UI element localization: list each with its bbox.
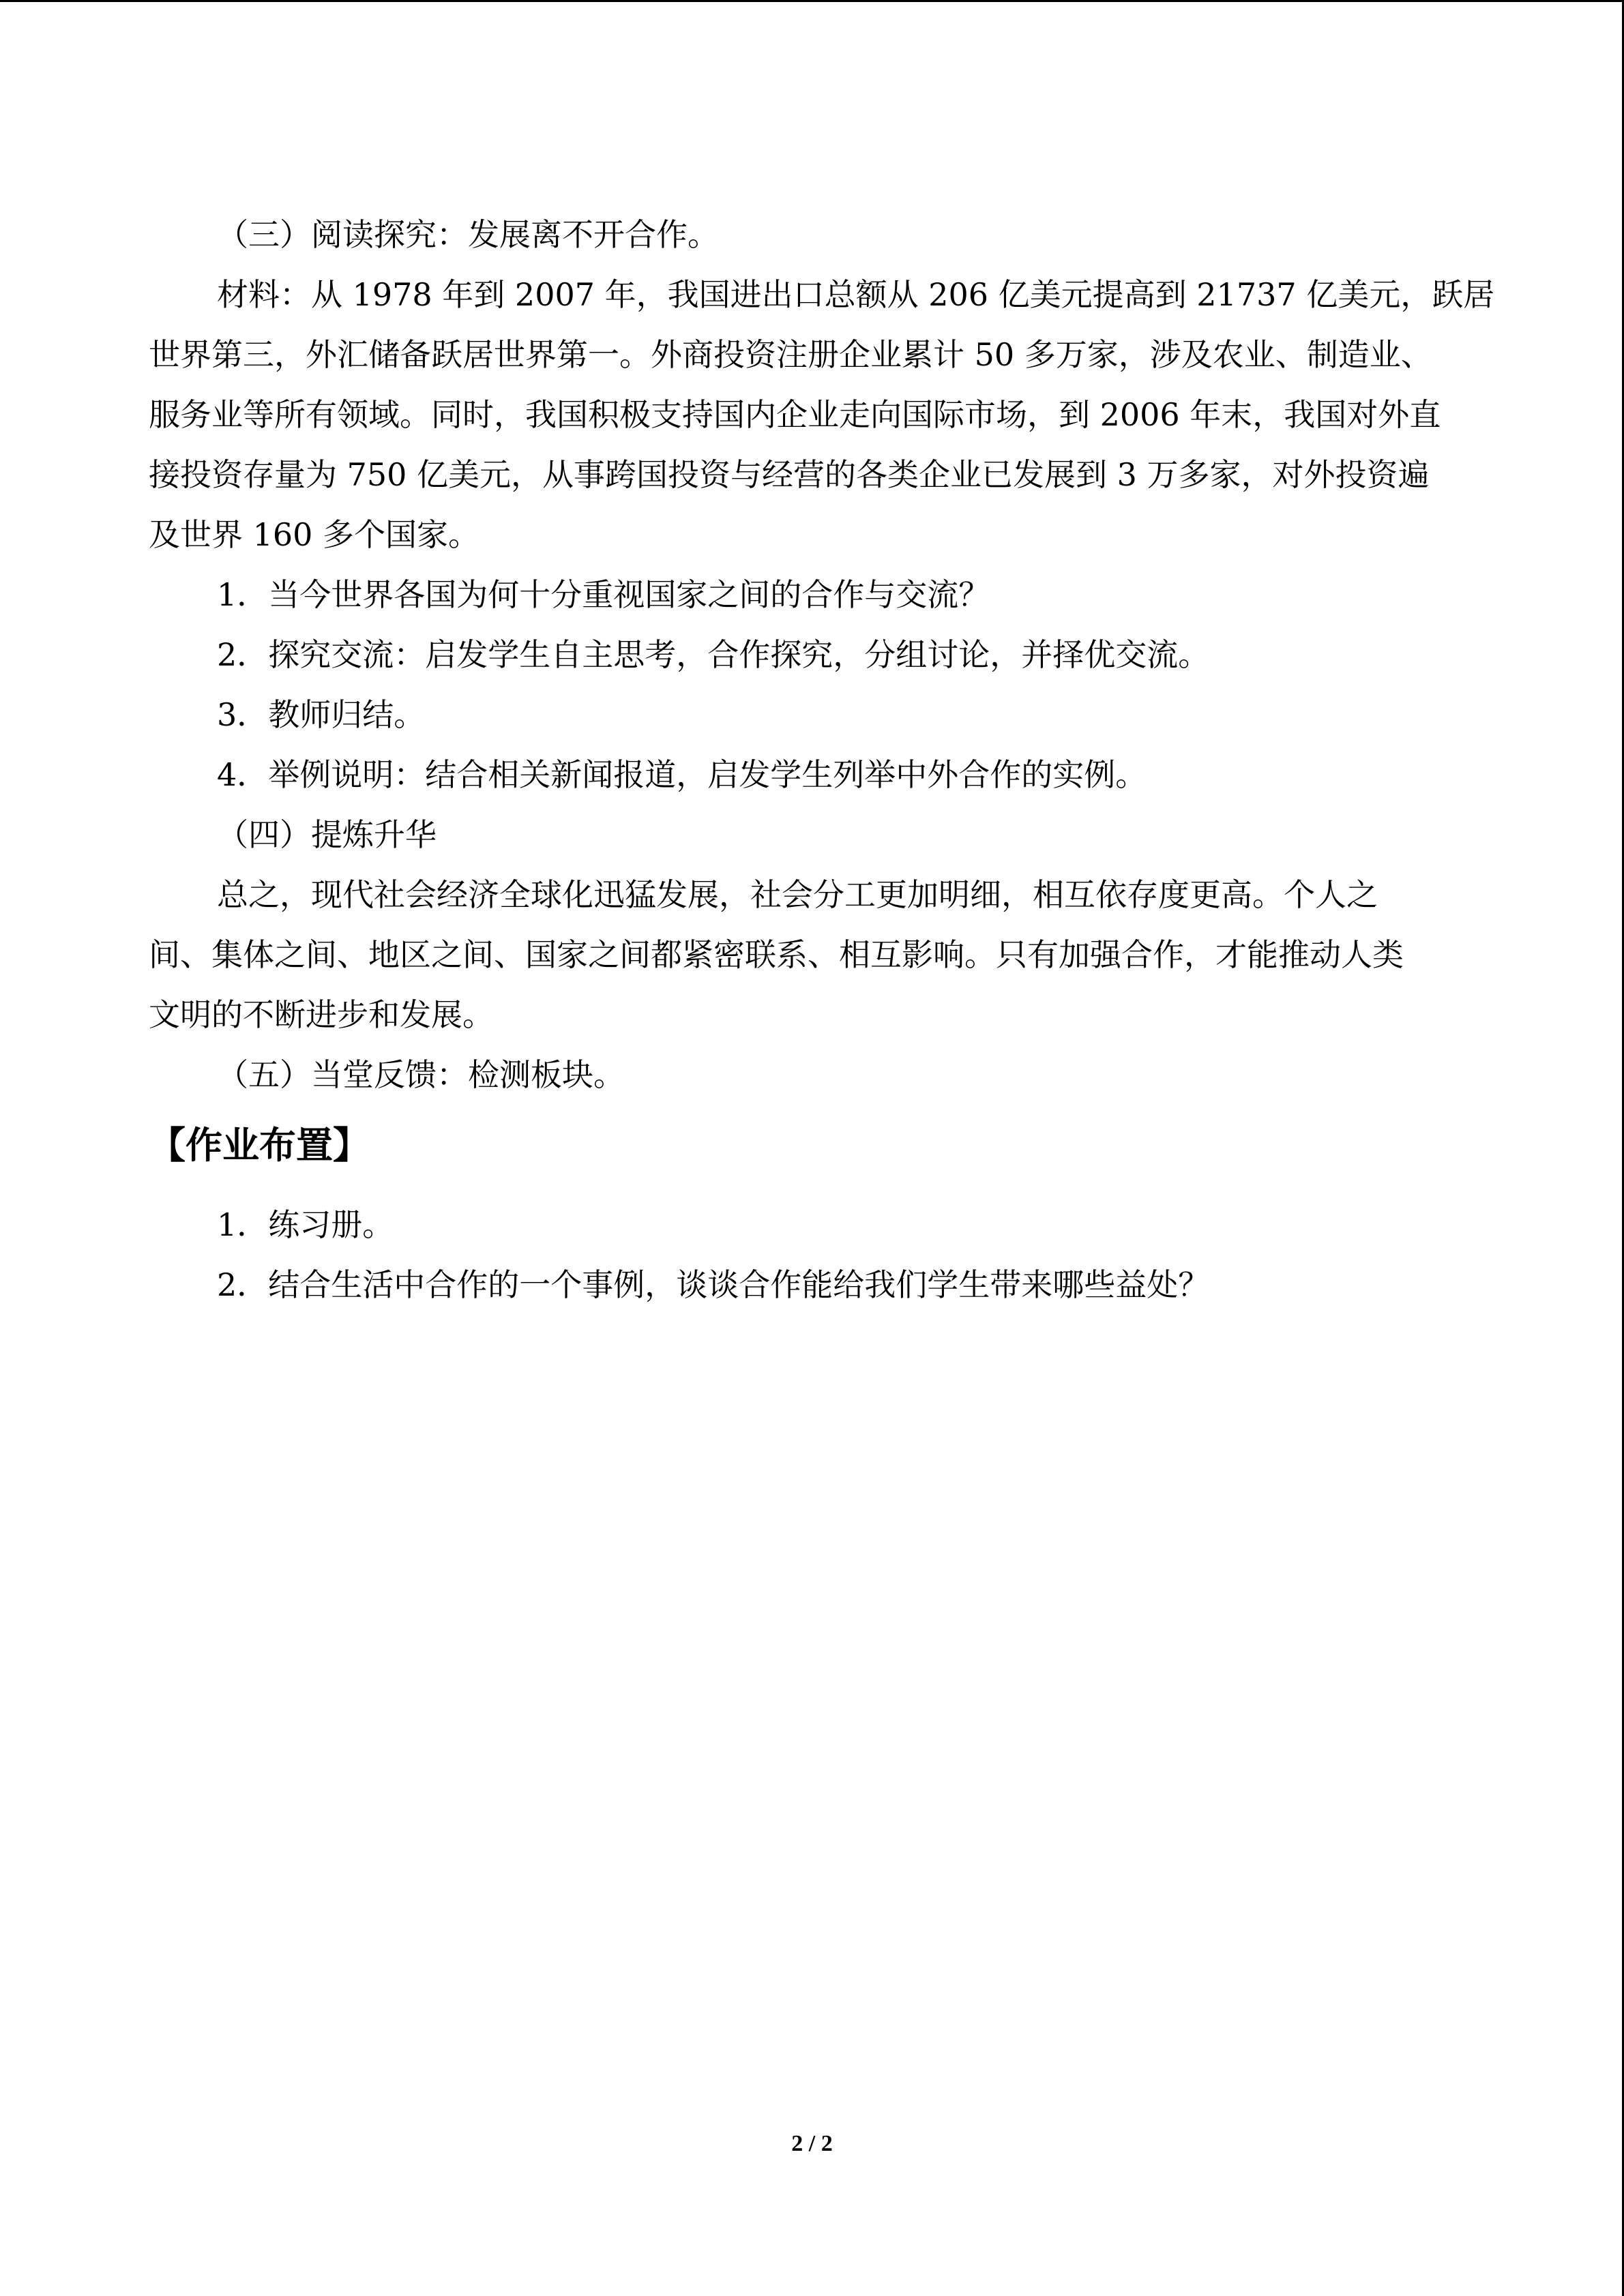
page-number: 2 / 2 <box>791 2131 833 2156</box>
homework-item: 2．结合生活中合作的一个事例，谈谈合作能给我们学生带来哪些益处？ <box>217 1266 1210 1303</box>
list-item: 4．举例说明：结合相关新闻报道，启发学生列举中外合作的实例。 <box>217 756 1147 793</box>
section3-title: （三）阅读探究：发展离不开合作。 <box>217 216 719 253</box>
list-item: 2．探究交流：启发学生自主思考，合作探究，分组讨论，并择优交流。 <box>217 636 1210 673</box>
summary-line: 间、集体之间、地区之间、国家之间都紧密联系、相互影响。只有加强合作，才能推动人类 <box>149 936 1404 973</box>
material-line: 世界第三，外汇储备跃居世界第一。外商投资注册企业累计 50 多万家，涉及农业、制造业、 <box>149 336 1432 373</box>
material-line: 接投资存量为 750 亿美元，从事跨国投资与经营的各类企业已发展到 3 万多家，对外投资遍 <box>149 456 1430 493</box>
list-item: 3．教师归结。 <box>217 696 426 733</box>
section4-title: （四）提炼升华 <box>217 816 437 853</box>
homework-item: 1．练习册。 <box>217 1206 394 1243</box>
document-body <box>149 205 1495 1315</box>
summary-line: 文明的不断进步和发展。 <box>149 996 494 1033</box>
section5-title: （五）当堂反馈：检测板块。 <box>217 1056 625 1093</box>
homework-heading: 【作业布置】 <box>149 1124 370 1167</box>
list-item: 1．当今世界各国为何十分重视国家之间的合作与交流？ <box>217 576 990 613</box>
material-line: 及世界 160 多个国家。 <box>149 516 480 553</box>
material-line: 服务业等所有领域。同时，我国积极支持国内企业走向国际市场，到 2006 年末，我国对外直 <box>149 396 1441 433</box>
summary-line: 总之，现代社会经济全球化迅猛发展，社会分工更加明细，相互依存度更高。个人之 <box>217 876 1378 913</box>
material-line: 材料：从 1978 年到 2007 年，我国进出口总额从 206 亿美元提高到 21737 亿美元，跃居 <box>217 276 1495 313</box>
